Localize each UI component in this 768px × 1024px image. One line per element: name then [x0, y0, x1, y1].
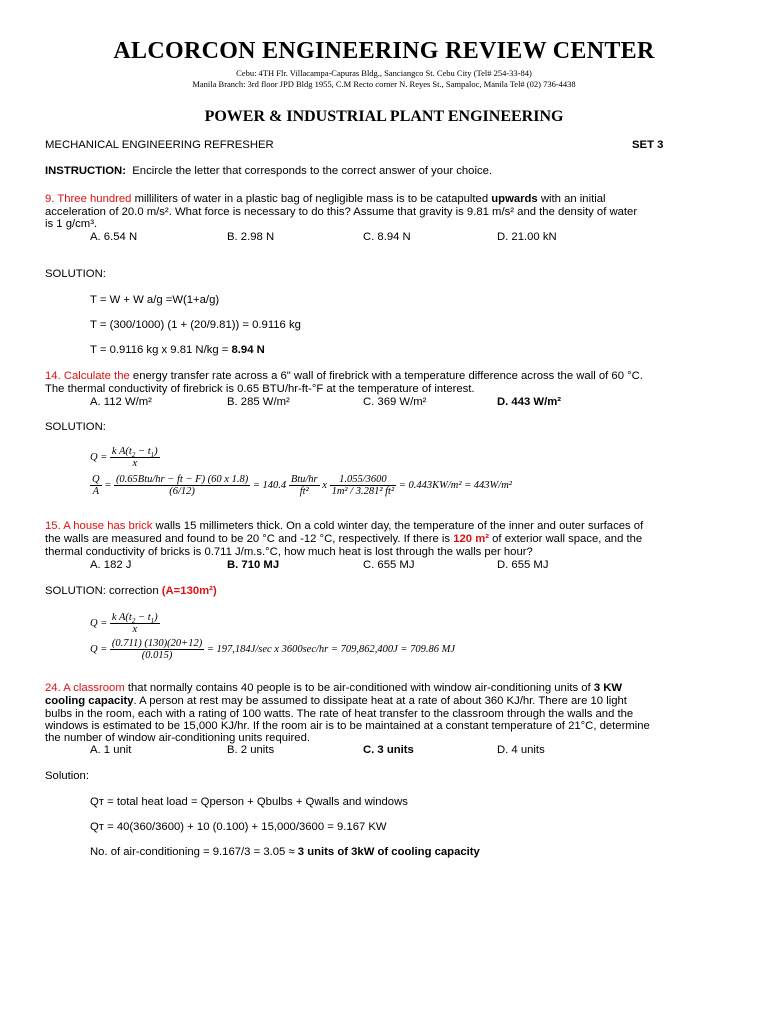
q24-capacity: 3 KW [593, 682, 623, 694]
q15-line2 [45, 533, 642, 545]
q15-formula-1: Q = $\frac{k A(t_2 - t_1)}{x}$ [90, 612, 158, 635]
q14-formula-1: Q = $\frac{k A(t_2 - t_1)}{x}$ [90, 446, 158, 469]
set-label: SET 3 [632, 139, 664, 151]
q9-eq3 [90, 344, 265, 356]
q14-formula-2: $\frac{Q}{A}$ = $\frac{\text{(0.65Btu/hr − ft − F) (60 x 1.8)}}{(6/12)}$ = 140.4 $\frac{\text{Btu/hr}}{\text{ft²}}$ x $\frac{1.055/3600}{\text{1m² / 3.281² ft²}}$ = 0.443KW/m² = 443W/m² [92, 474, 512, 497]
q15-line1 [45, 520, 643, 532]
q24-line5: the number of window air-conditioning units required. [45, 732, 310, 744]
instruction-label: INSTRUCTION: [45, 165, 126, 177]
q14-conv-num: 1.055/3600 [330, 474, 397, 486]
q24-eq3 [90, 846, 480, 858]
q14-option-c[interactable]: C. 369 W/m² [363, 396, 427, 408]
q9-option-b[interactable]: B. 2.98 N [227, 231, 275, 243]
q15-formula-2: Q = $\frac{(0.711) (130)(20+12)}{(0.015)}$ = 197,184J/sec x 3600sec/hr = 709,862,400J = 709.86 MJ [90, 638, 455, 661]
instruction [45, 165, 492, 177]
manila-address: Manila Branch: 3rd floor JPD Bldg 1955, C.M Recto corner N. Reyes St., Sampaloc, Manila Tel# (02) 736-4438 [192, 79, 576, 89]
q24-eq3-text: No. of air-conditioning = 9.167/3 = 3.05 ≈ [90, 846, 298, 858]
q15-option-c[interactable]: C. 655 MJ [363, 559, 415, 571]
q15-line3: thermal conductivity of bricks is 0.711 J/m.s.°C, how much heat is lost through the walls per hour? [45, 546, 533, 558]
course-label: MECHANICAL ENGINEERING REFRESHER [45, 139, 274, 151]
q14-option-d[interactable]: D. 443 W/m² [497, 396, 562, 408]
q15-text-2-end: of exterior wall space, and the [489, 533, 643, 545]
q14-result: = 0.443KW/m² = 443W/m² [398, 479, 512, 491]
q15-option-b[interactable]: B. 710 MJ [227, 559, 280, 571]
q14-option-a[interactable]: A. 112 W/m² [90, 396, 152, 408]
q24-option-a[interactable]: A. 1 unit [90, 744, 132, 756]
q9-solution-label: SOLUTION: [45, 268, 106, 280]
q14-text: energy transfer rate across a 6" wall of firebrick with a temperature difference across the wall of 60 °C. [129, 370, 643, 382]
q9-text: milliliters of water in a plastic bag of negligible mass is to be catapulted [131, 193, 492, 205]
cebu-address: Cebu: 4TH Flr. Villacampa-Capuras Bldg., Sanciangco St. Cebu City (Tel# 254-33-84) [236, 68, 532, 78]
q14-line2: The thermal conductivity of firebrick is 0.65 BTU/hr-ft-°F at the temperature of interest. [45, 383, 475, 395]
q24-text: that normally contains 40 people is to be air-conditioned with window air-conditioning units of [124, 682, 594, 694]
q9-text-end: with an initial [537, 193, 606, 205]
q24-line1 [45, 682, 622, 694]
q24-line3: bulbs in the room, each with a rating of 100 watts. The rate of heat transfer to the classroom through the walls and the [45, 708, 634, 720]
q15-option-a[interactable]: A. 182 J [90, 559, 132, 571]
q14-intermediate: = 140.4 [252, 479, 287, 491]
q9-eq1: T = W + W a/g =W(1+a/g) [90, 294, 220, 306]
q24-line4: windows is estimated to be 15,000 KJ/hr. If the room air is to be maintained at a constant temperature of 21°C, determine [45, 720, 650, 732]
q14-conv-den: 1m² / 3.281² ft² [331, 486, 395, 497]
q9-eq3-text: T = 0.9116 kg x 9.81 N/kg = [90, 344, 232, 356]
q15-solution-text: SOLUTION: correction [45, 585, 162, 597]
q14-option-b[interactable]: B. 285 W/m² [227, 396, 290, 408]
q9-line2: acceleration of 20.0 m/s². What force is necessary to do this? Assume that gravity is 9.81 m/s² and the density of water [45, 206, 638, 218]
q14-solution-label: SOLUTION: [45, 421, 106, 433]
q15-numerator: (0.711) (130)(20+12) [111, 638, 203, 649]
q24-text-2: . A person at rest may be assumed to dissipate heat at a rate of about 360 KJ/hr. There are 10 light [133, 695, 627, 707]
q9-line3: is 1 g/cm³. [45, 218, 98, 230]
q24-line2 [45, 695, 627, 707]
q24-number: 24. A classroom [45, 682, 125, 694]
q15-area: 120 m² [453, 533, 489, 545]
page-title: ALCORCON ENGINEERING REVIEW CENTER [113, 38, 655, 64]
q24-option-d[interactable]: D. 4 units [497, 744, 545, 756]
subject-heading: POWER & INDUSTRIAL PLANT ENGINEERING [204, 108, 564, 125]
q14-denominator: (6/12) [169, 486, 195, 497]
q9-option-c[interactable]: C. 8.94 N [363, 231, 411, 243]
q15-solution-label [45, 585, 217, 597]
q9-option-d[interactable]: D. 21.00 kN [497, 231, 557, 243]
q9-option-a[interactable]: A. 6.54 N [90, 231, 138, 243]
q14-numerator: (0.65Btu/hr − ft − F) (60 x 1.8) [115, 474, 249, 485]
q24-option-b[interactable]: B. 2 units [227, 744, 275, 756]
q24-option-c[interactable]: C. 3 units [363, 744, 414, 756]
q14-unit-den: ft² [299, 486, 309, 497]
q15-number: 15. A house has brick [45, 520, 153, 532]
q15-option-d[interactable]: D. 655 MJ [497, 559, 549, 571]
q9-emphasis: upwards [491, 193, 538, 205]
q15-text-2: the walls are measured and found to be 20 °C and -12 °C, respectively. If there is [45, 533, 454, 545]
q15-result: = 197,184J/sec x 3600sec/hr = 709,862,400J = 709.86 MJ [206, 643, 455, 655]
q9-line1 [45, 193, 606, 205]
q9-eq2: T = (300/1000) (1 + (20/9.81)) = 0.9116 kg [90, 319, 301, 331]
q15-text: walls 15 millimeters thick. On a cold winter day, the temperature of the inner and outer surfaces of [152, 520, 644, 532]
q9-number: 9. Three hundred [45, 193, 132, 205]
q24-capacity-label: cooling capacity [45, 695, 134, 707]
q24-eq1: Qт = total heat load = Qperson + Qbulbs + Qwalls and windows [90, 796, 408, 808]
q14-unit-num: Btu/hr [290, 474, 318, 485]
q15-correction: (A=130m²) [161, 585, 217, 597]
q15-denominator: (0.015) [141, 650, 173, 661]
q9-answer: 8.94 N [231, 344, 265, 356]
q14-number: 14. Calculate the [45, 370, 130, 382]
q24-answer: 3 units of 3kW of cooling capacity [297, 846, 480, 858]
instruction-text: Encircle the letter that corresponds to the correct answer of your choice. [132, 165, 493, 177]
q24-eq2: Qт = 40(360/3600) + 10 (0.100) + 15,000/3600 = 9.167 KW [90, 821, 387, 833]
q14-line1 [45, 370, 643, 382]
q24-solution-label: Solution: [45, 770, 89, 782]
